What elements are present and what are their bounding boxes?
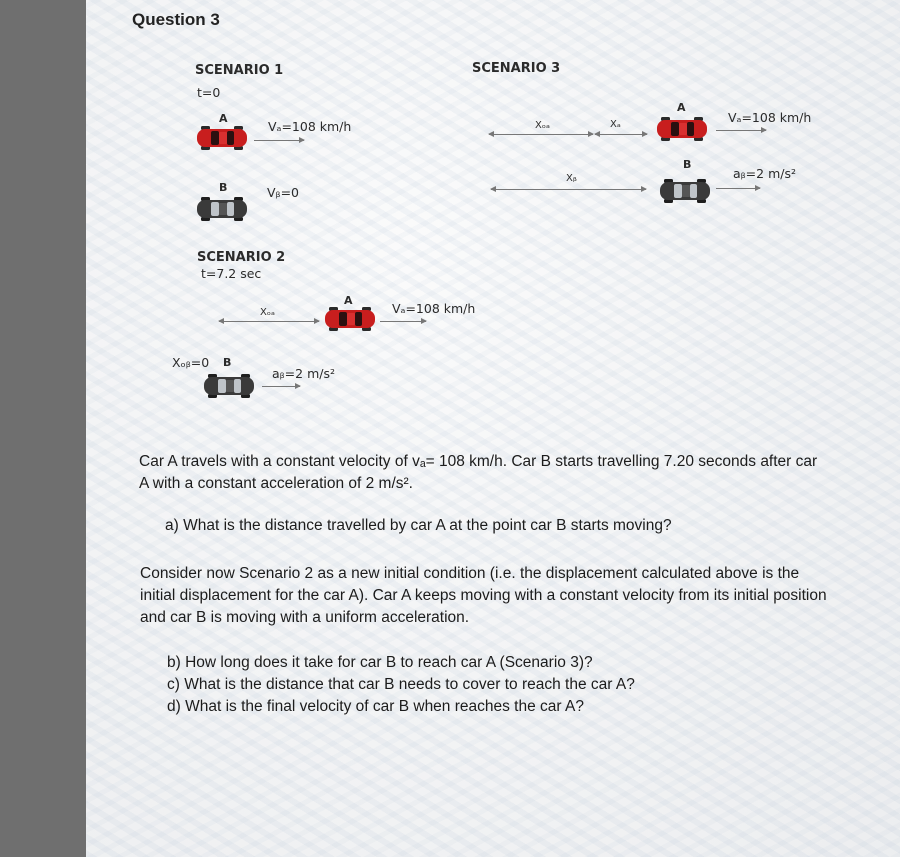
- scenario-1-velocity-a: Vₐ=108 km/h: [268, 119, 352, 134]
- scenario-2-car-a-label: A: [344, 294, 353, 307]
- scenario-3-heading: SCENARIO 3: [472, 61, 561, 76]
- scenario-3-x0a-label: Xₒₐ: [535, 120, 550, 131]
- displacement-arrow: [595, 134, 647, 135]
- car-b-dark-icon: [203, 374, 255, 398]
- scenario-3-xa-label: Xₐ: [610, 119, 621, 130]
- scenario-1-time: t=0: [197, 85, 221, 100]
- scenario-2-x0b-label: Xₒᵦ=0: [172, 355, 210, 370]
- consider-line: Consider now Scenario 2 as a new initial condition (i.e. the displacement calculated above is the: [140, 565, 800, 582]
- velocity-arrow: [254, 140, 304, 141]
- scenario-3-car-b-label: B: [683, 158, 692, 171]
- problem-intro: [139, 451, 817, 495]
- scenario-1-heading: SCENARIO 1: [195, 63, 284, 78]
- displacement-arrow: [219, 321, 319, 322]
- displacement-arrow: [491, 189, 646, 190]
- scenario-3-velocity-a: Vₐ=108 km/h: [728, 110, 812, 125]
- consider-line: and car B is moving with a uniform acceleration.: [140, 609, 470, 626]
- scenario-3-xb-label: Xᵦ: [566, 173, 577, 184]
- car-b-dark-icon: [659, 179, 711, 203]
- car-b-dark-icon: [196, 197, 248, 221]
- intro-line: Car A travels with a constant velocity of vₐ= 108 km/h. Car B starts travelling 7.20 seconds after car: [139, 453, 818, 470]
- question-title: Question 3: [132, 10, 220, 29]
- scenario-2-acceleration-b: aᵦ=2 m/s²: [272, 366, 335, 381]
- intro-line: A with a constant acceleration of 2 m/s².: [139, 475, 413, 492]
- scenario-2-time: t=7.2 sec: [201, 266, 262, 281]
- question-b: b) How long does it take for car B to reach car A (Scenario 3)?: [167, 654, 593, 671]
- velocity-arrow: [716, 130, 766, 131]
- question-d: d) What is the final velocity of car B when reaches the car A?: [167, 698, 584, 715]
- scenario-2-car-b-label: B: [223, 356, 232, 369]
- scenario-2-heading: SCENARIO 2: [197, 250, 286, 265]
- scenario-2-x0a-label: Xₒₐ: [260, 307, 275, 318]
- consider-paragraph: [140, 563, 827, 629]
- scenario-3-car-a-label: A: [677, 101, 686, 114]
- acceleration-arrow: [262, 386, 300, 387]
- velocity-arrow: [380, 321, 426, 322]
- car-a-red-icon: [324, 307, 376, 331]
- consider-line: initial displacement for the car A). Car A keeps moving with a constant velocity from its initial position: [140, 587, 827, 604]
- scenario-2-velocity-a: Vₐ=108 km/h: [392, 301, 476, 316]
- question-a: a) What is the distance travelled by car A at the point car B starts moving?: [165, 517, 672, 534]
- scenario-1-car-b-label: B: [219, 181, 228, 194]
- car-a-red-icon: [196, 126, 248, 150]
- scenario-3-acceleration-b: aᵦ=2 m/s²: [733, 166, 796, 181]
- displacement-arrow: [489, 134, 593, 135]
- car-a-red-icon: [656, 117, 708, 141]
- acceleration-arrow: [716, 188, 760, 189]
- scenario-1-car-a-label: A: [219, 112, 228, 125]
- scenario-1-velocity-b: Vᵦ=0: [267, 185, 300, 200]
- question-c: c) What is the distance that car B needs to cover to reach the car A?: [167, 676, 635, 693]
